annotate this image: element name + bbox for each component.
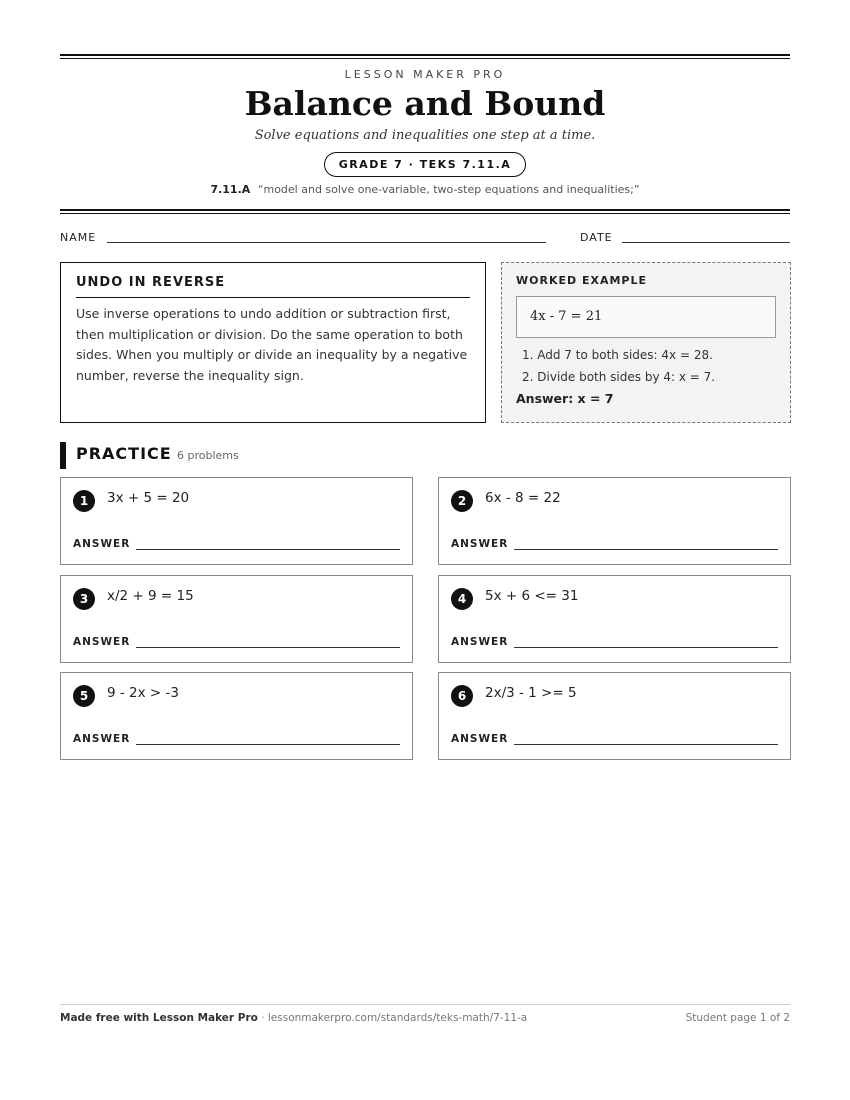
answer-label: ANSWER (73, 733, 131, 745)
practice-count: 6 problems (177, 449, 239, 462)
problem-equation: 9 - 2x > -3 (107, 685, 179, 701)
problem-number: 1 (73, 490, 95, 512)
problem-number: 5 (73, 685, 95, 707)
standard-statement (60, 183, 790, 196)
answer-field[interactable] (136, 549, 400, 550)
footer-page-number: Student page 1 of 2 (685, 1012, 790, 1024)
practice-accent-bar (60, 442, 66, 469)
problem-card-2 (438, 477, 791, 565)
answer-field[interactable] (514, 549, 778, 550)
footer-made-with: Made free with Lesson Maker Pro (60, 1012, 258, 1024)
worked-example-steps (516, 344, 776, 388)
problem-card-6 (438, 672, 791, 760)
footer-rule (60, 1004, 790, 1005)
header-top-rule (60, 54, 790, 59)
problem-number: 3 (73, 588, 95, 610)
undo-in-reverse-text: Use inverse operations to undo addition or subtraction first, then multiplication or division. Do the same operation to both sides. When you multiply or divide an inequality by a negative number, reverse the inequality sign. (76, 306, 468, 383)
standard-code: 7.11.A (210, 183, 251, 196)
problem-card-4 (438, 575, 791, 663)
answer-label: ANSWER (73, 636, 131, 648)
name-field[interactable] (107, 242, 546, 243)
problem-equation: 6x - 8 = 22 (485, 490, 561, 506)
worked-example-answer: Answer: x = 7 (516, 391, 614, 406)
answer-label: ANSWER (451, 733, 509, 745)
brand-name: LESSON MAKER PRO (344, 68, 506, 81)
header-bottom-rule (60, 209, 790, 214)
date-label: DATE (580, 231, 613, 244)
footer-credit (60, 1012, 527, 1024)
worked-example-box (501, 262, 791, 423)
practice-title: PRACTICE (76, 444, 172, 463)
problem-equation: 3x + 5 = 20 (107, 490, 190, 506)
answer-field[interactable] (136, 744, 400, 745)
problem-equation: x/2 + 9 = 15 (107, 588, 194, 604)
answer-label: ANSWER (73, 538, 131, 550)
problem-equation: 5x + 6 <= 31 (485, 588, 579, 604)
answer-label: ANSWER (451, 538, 509, 550)
worked-example-title: WORKED EXAMPLE (516, 274, 647, 287)
worksheet-page (60, 0, 790, 1100)
answer-label: ANSWER (451, 636, 509, 648)
worked-example-step: 2. Divide both sides by 4: x = 7. (522, 370, 716, 384)
undo-in-reverse-box (60, 262, 486, 423)
problem-number: 2 (451, 490, 473, 512)
problem-card-5 (60, 672, 413, 760)
worked-example-equation: 4x - 7 = 21 (516, 296, 776, 338)
problem-number: 4 (451, 588, 473, 610)
name-label: NAME (60, 231, 97, 244)
page-subtitle: Solve equations and inequalities one step at a time. (254, 128, 596, 143)
grade-badge-wrap (60, 152, 790, 177)
answer-field[interactable] (514, 647, 778, 648)
answer-field[interactable] (514, 744, 778, 745)
problem-card-3 (60, 575, 413, 663)
footer-url[interactable]: · lessonmakerpro.com/standards/teks-math/7-11-a (257, 1012, 528, 1024)
problem-number: 6 (451, 685, 473, 707)
date-field[interactable] (622, 242, 790, 243)
standard-text: “model and solve one-variable, two-step equations and inequalities;” (257, 183, 640, 196)
problem-card-1 (60, 477, 413, 565)
page-title: Balance and Bound (244, 84, 606, 123)
problem-equation: 2x/3 - 1 >= 5 (485, 685, 577, 701)
answer-field[interactable] (136, 647, 400, 648)
grade-badge: GRADE 7 · TEKS 7.11.A (324, 152, 527, 177)
undo-in-reverse-title: UNDO IN REVERSE (76, 275, 470, 298)
worked-example-step: 1. Add 7 to both sides: 4x = 28. (522, 348, 713, 362)
